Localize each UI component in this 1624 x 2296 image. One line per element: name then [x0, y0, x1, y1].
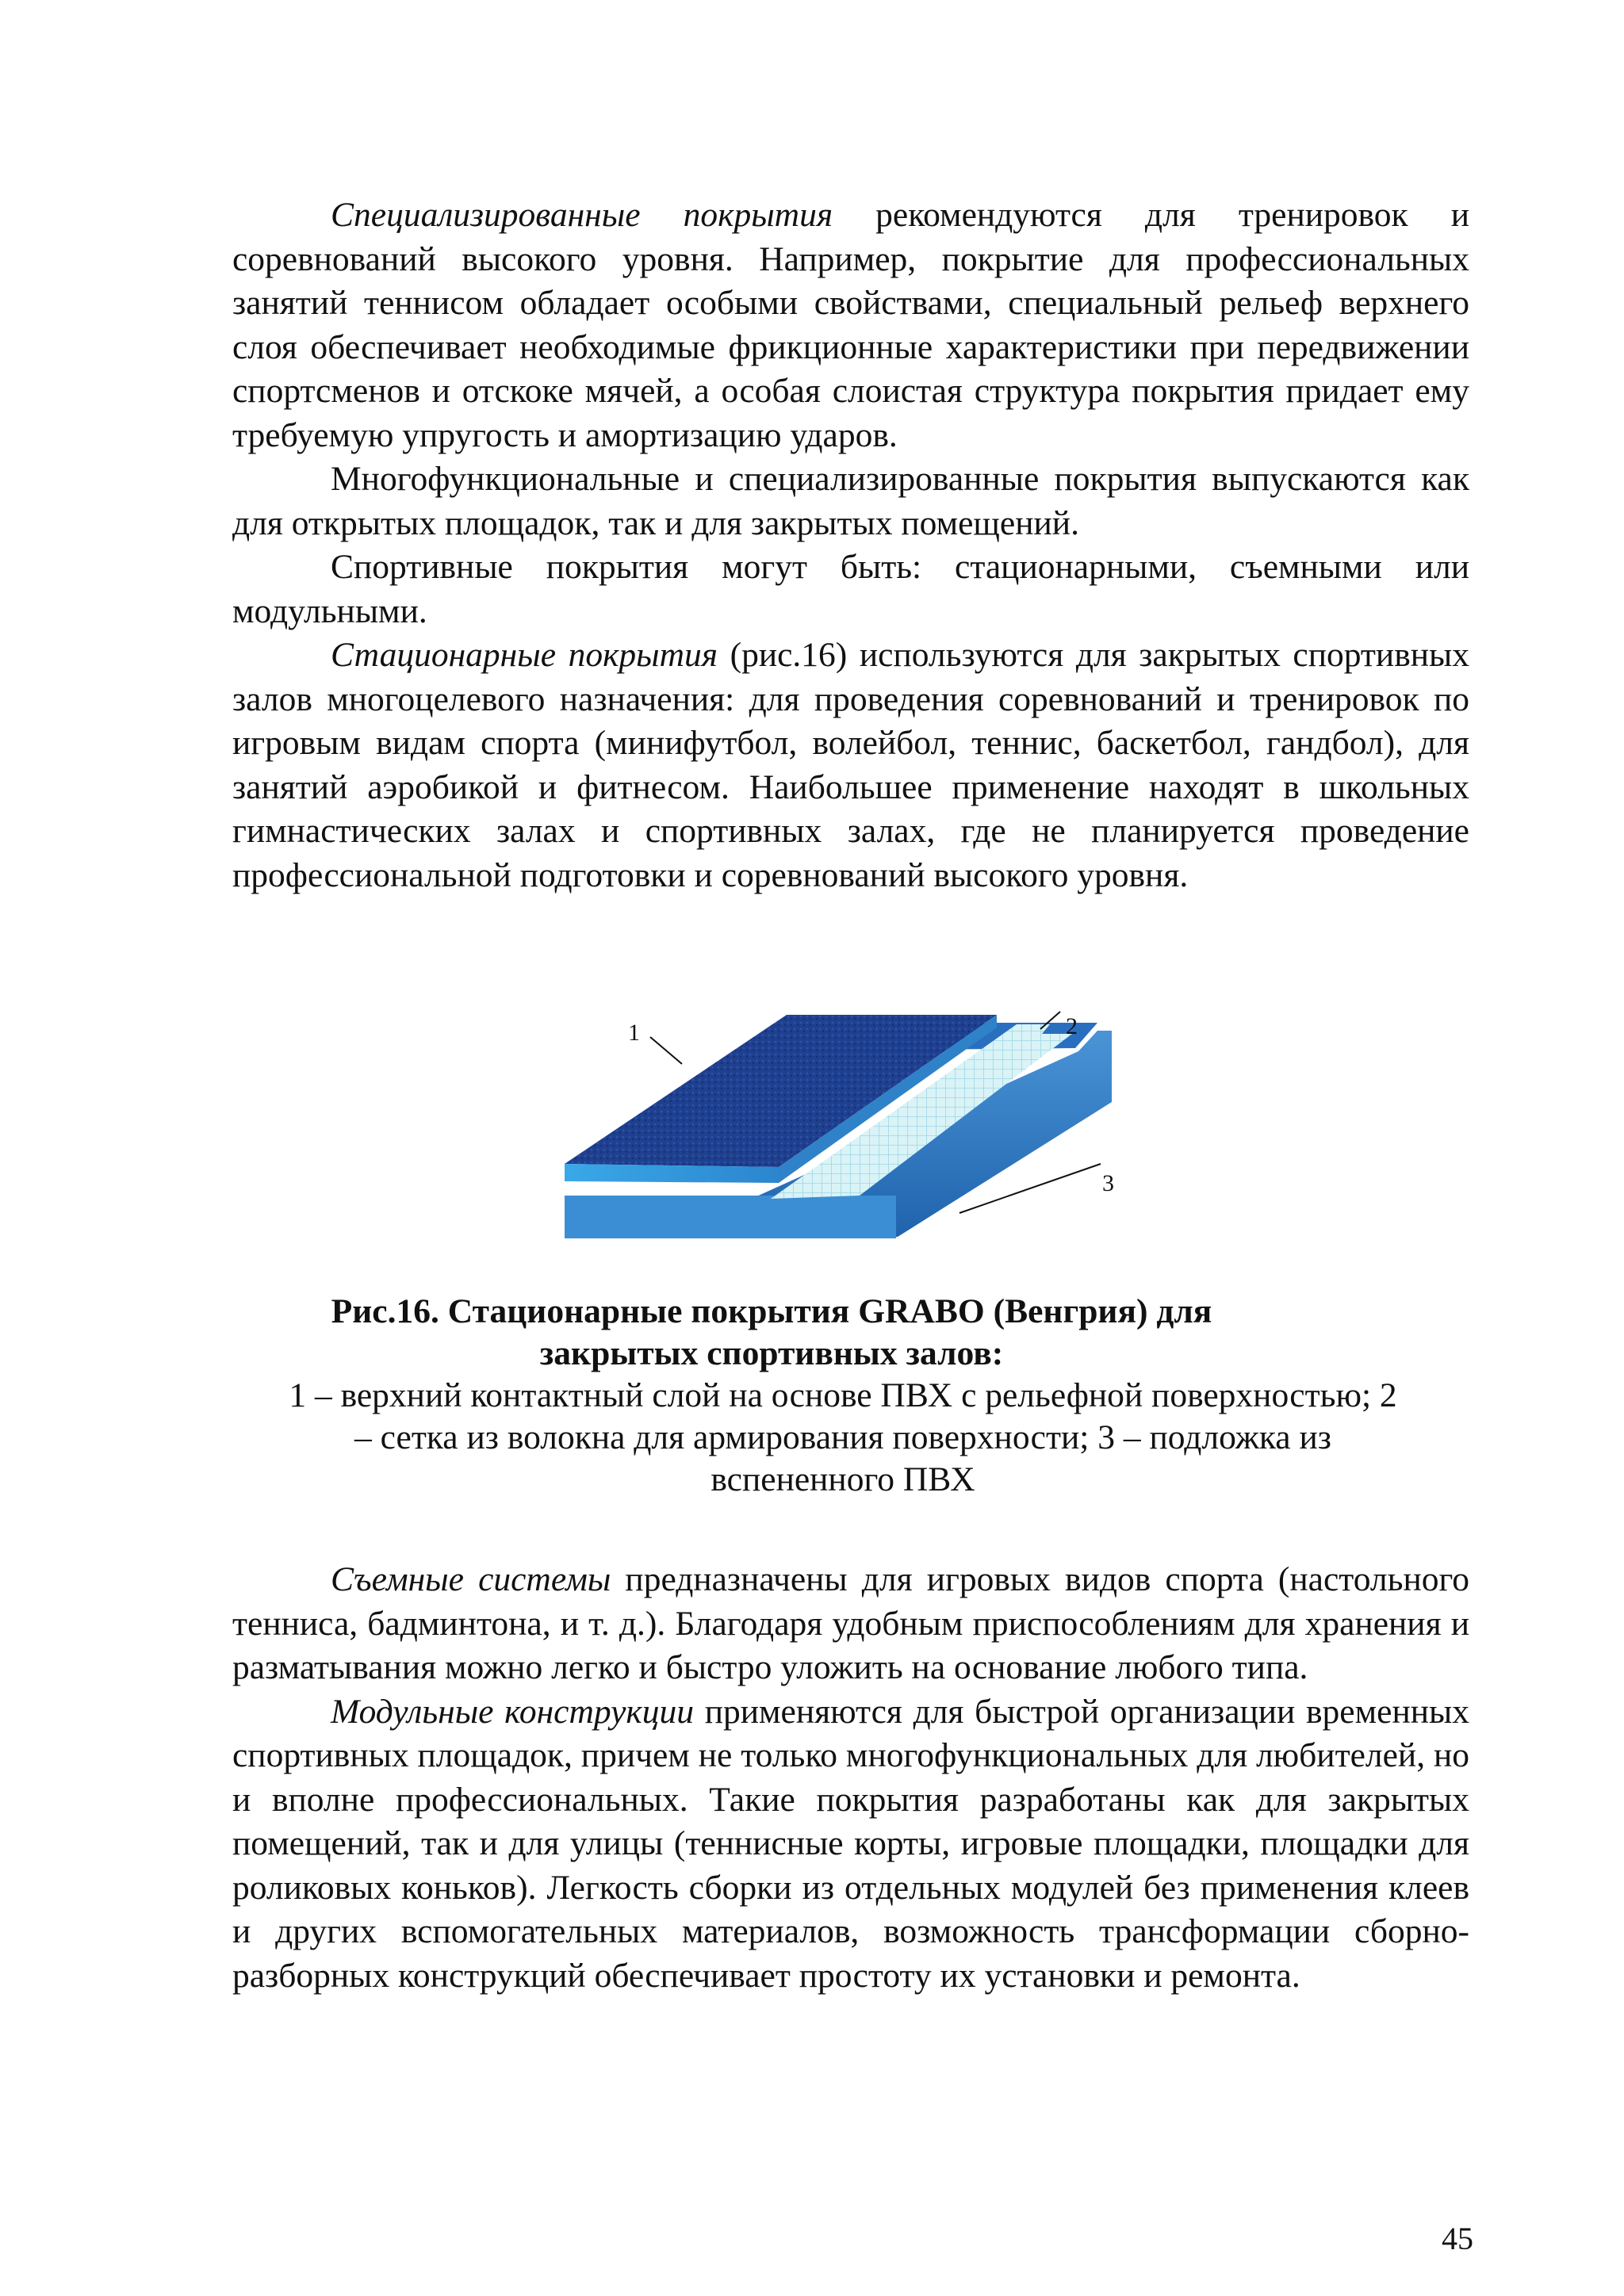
figure-label-1: 1 [628, 1020, 640, 1046]
top-layer-front-edge [565, 1164, 779, 1183]
paragraph-text: Спортивные покрытия могут быть: стационарными, съемными или модульными. [232, 548, 1469, 630]
body-text-top [232, 193, 1469, 897]
figure-label-2: 2 [1066, 1013, 1078, 1039]
body-text-bottom [232, 1558, 1469, 1998]
paragraph [232, 1690, 1469, 1999]
paragraph [232, 457, 1469, 545]
paragraph [232, 633, 1469, 897]
caption-description: 1 – верхний контактный слой на основе ПВХ с рельефной поверхностью; 2 – сетка из волокна для армирования поверхности; 3 – подложка из вспененного ПВХ [289, 1376, 1397, 1498]
paragraph [232, 545, 1469, 633]
paragraph-text: применяются для быстрой организации временных спортивных площадок, причем не только многофункциональных для любителей, но и вполне профессиональных. Такие покрытия разработаны как для закрытых помещений, так и для улицы (теннисные корты, игровые площадки, площадки для роликовых коньков). Легкость сборки из отдельных модулей без применения клеев и других вспомогательных материалов, возможность трансформации сборно-разборных конструкций обеспечивает простоту их установки и ремонта. [232, 1692, 1469, 1995]
leader-line-1 [650, 1037, 682, 1064]
paragraph-lead-term: Стационарные покрытия [331, 636, 718, 674]
caption-title: Рис.16. Стационарные покрытия GRABO (Венгрия) для закрытых спортивных залов: [331, 1292, 1212, 1372]
page-number: 45 [1442, 2221, 1473, 2256]
paragraph [232, 1558, 1469, 1690]
paragraph-lead-term: Съемные системы [331, 1560, 611, 1598]
paragraph-text: Многофункциональные и специализированные покрытия выпускаются как для открытых площадок, так и для закрытых помещений. [232, 460, 1469, 542]
paragraph [232, 193, 1469, 457]
coating-layers-illustration [565, 983, 1142, 1245]
figure-label-3: 3 [1102, 1170, 1114, 1196]
figure-caption [232, 1291, 1469, 1501]
paragraph-text: рекомендуются для тренировок и соревнований высокого уровня. Например, покрытие для профессиональных занятий теннисом обладает особыми свойствами, специальный рельеф верхнего слоя обеспечивает необходимые фрикционные характеристики при передвижении спортсменов и отскоке мячей, а особая слоистая структура покрытия придает ему требуемую упругость и амортизацию ударов. [232, 196, 1470, 454]
paragraph-text: предназначены для игровых видов спорта (настольного тенниса, бадминтона, и т. д.). Благодаря удобным приспособлениям для хранения и разматывания можно легко и быстро уложить на основание любого типа. [232, 1560, 1469, 1686]
figure-coating-layers [565, 983, 1142, 1245]
base-layer-front [565, 1196, 896, 1238]
paragraph-lead-term: Модульные конструкции [331, 1692, 694, 1731]
paragraph-lead-term: Специализированные покрытия [331, 196, 833, 234]
paragraph-text: (рис.16) используются для закрытых спортивных залов многоцелевого назначения: для проведения соревнований и тренировок по игровым видам спорта (минифутбол, волейбол, теннис, баскетбол, гандбол), для занятий аэробикой и фитнесом. Наибольшее применение находят в школьных гимнастических залах и спортивных залах, где не планируется проведение профессиональной подготовки и соревнований высокого уровня. [232, 636, 1470, 894]
